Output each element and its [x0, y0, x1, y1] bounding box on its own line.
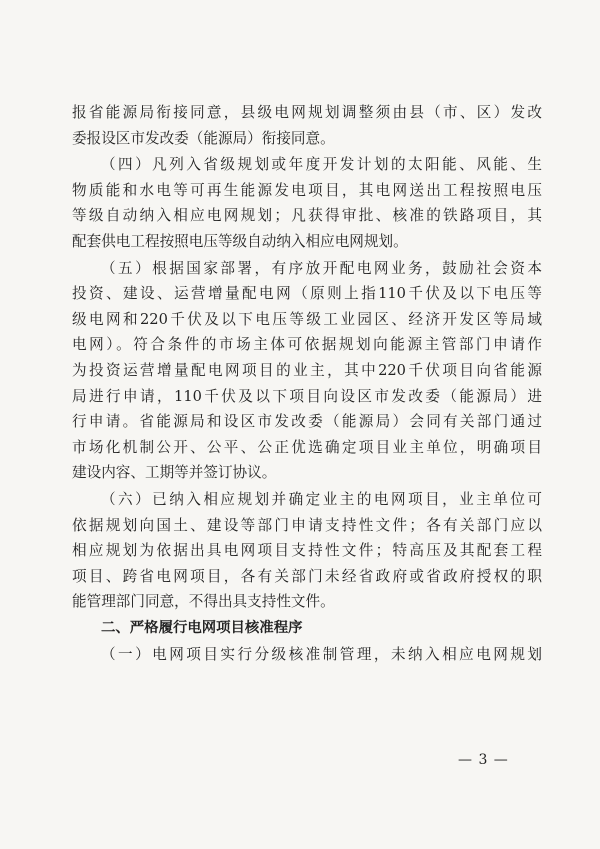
text-line: 为投资运营增量配电网项目的业主，其中220千伏项目向省能源 — [72, 361, 542, 379]
text-line: （一）电网项目实行分级核准制管理，未纳入相应电网规划 — [101, 646, 542, 664]
text-line: 局进行申请，110千伏及以下项目向设区市发改委（能源局）进 — [72, 387, 542, 405]
text-line: 配套供电工程按照电压等级自动纳入相应电网规划。 — [72, 232, 408, 250]
text-line: 电网）。符合条件的市场主体可依据规划向能源主管部门申请作 — [72, 336, 542, 354]
text-line: 能管理部门同意，不得出具支持性文件。 — [72, 593, 335, 611]
text-line: 报省能源局衔接同意，县级电网规划调整须由县（市、区）发改 — [72, 104, 542, 121]
text-line: 等级自动纳入相应电网规划；凡获得审批、核准的铁路项目，其 — [72, 207, 542, 225]
text-line: 行申请。省能源局和设区市发改委（能源局）会同有关部门通过 — [72, 413, 542, 431]
text-line: （四）凡列入省级规划或年度开发计划的太阳能、风能、生 — [101, 156, 542, 174]
text-line: 建设内容、工期等并签订协议。 — [72, 464, 277, 482]
text-line: 物质能和水电等可再生能源发电项目，其电网送出工程按照电压 — [72, 181, 542, 199]
text-line: 项目、跨省电网项目，各有关部门未经省政府或省政府授权的职 — [72, 567, 542, 585]
text-line: 相应规划为依据出具电网项目支持性文件；特高压及其配套工程 — [72, 542, 542, 560]
text-line: 依据规划向国土、建设等部门申请支持性文件；各有关部门应以 — [72, 516, 542, 534]
text-line: 级电网和220千伏及以下电压等级工业园区、经济开发区等局域 — [72, 310, 542, 328]
text-line: （六）已纳入相应规划并确定业主的电网项目，业主单位可 — [101, 490, 542, 508]
text-line: 投资、建设、运营增量配电网（原则上指110千伏及以下电压等 — [72, 285, 542, 303]
text-line: （五）根据国家部署，有序放开配电网业务，鼓励社会资本 — [101, 259, 542, 277]
body-text — [72, 100, 542, 668]
text-line: 市场化机制公开、公平、公正优选确定项目业主单位，明确项目 — [72, 438, 542, 456]
section-heading: 二、严格履行电网项目核准程序 — [101, 619, 303, 636]
page-number: — 3 — — [458, 752, 509, 768]
text-line: 委报设区市发改委（能源局）衔接同意。 — [72, 129, 335, 147]
